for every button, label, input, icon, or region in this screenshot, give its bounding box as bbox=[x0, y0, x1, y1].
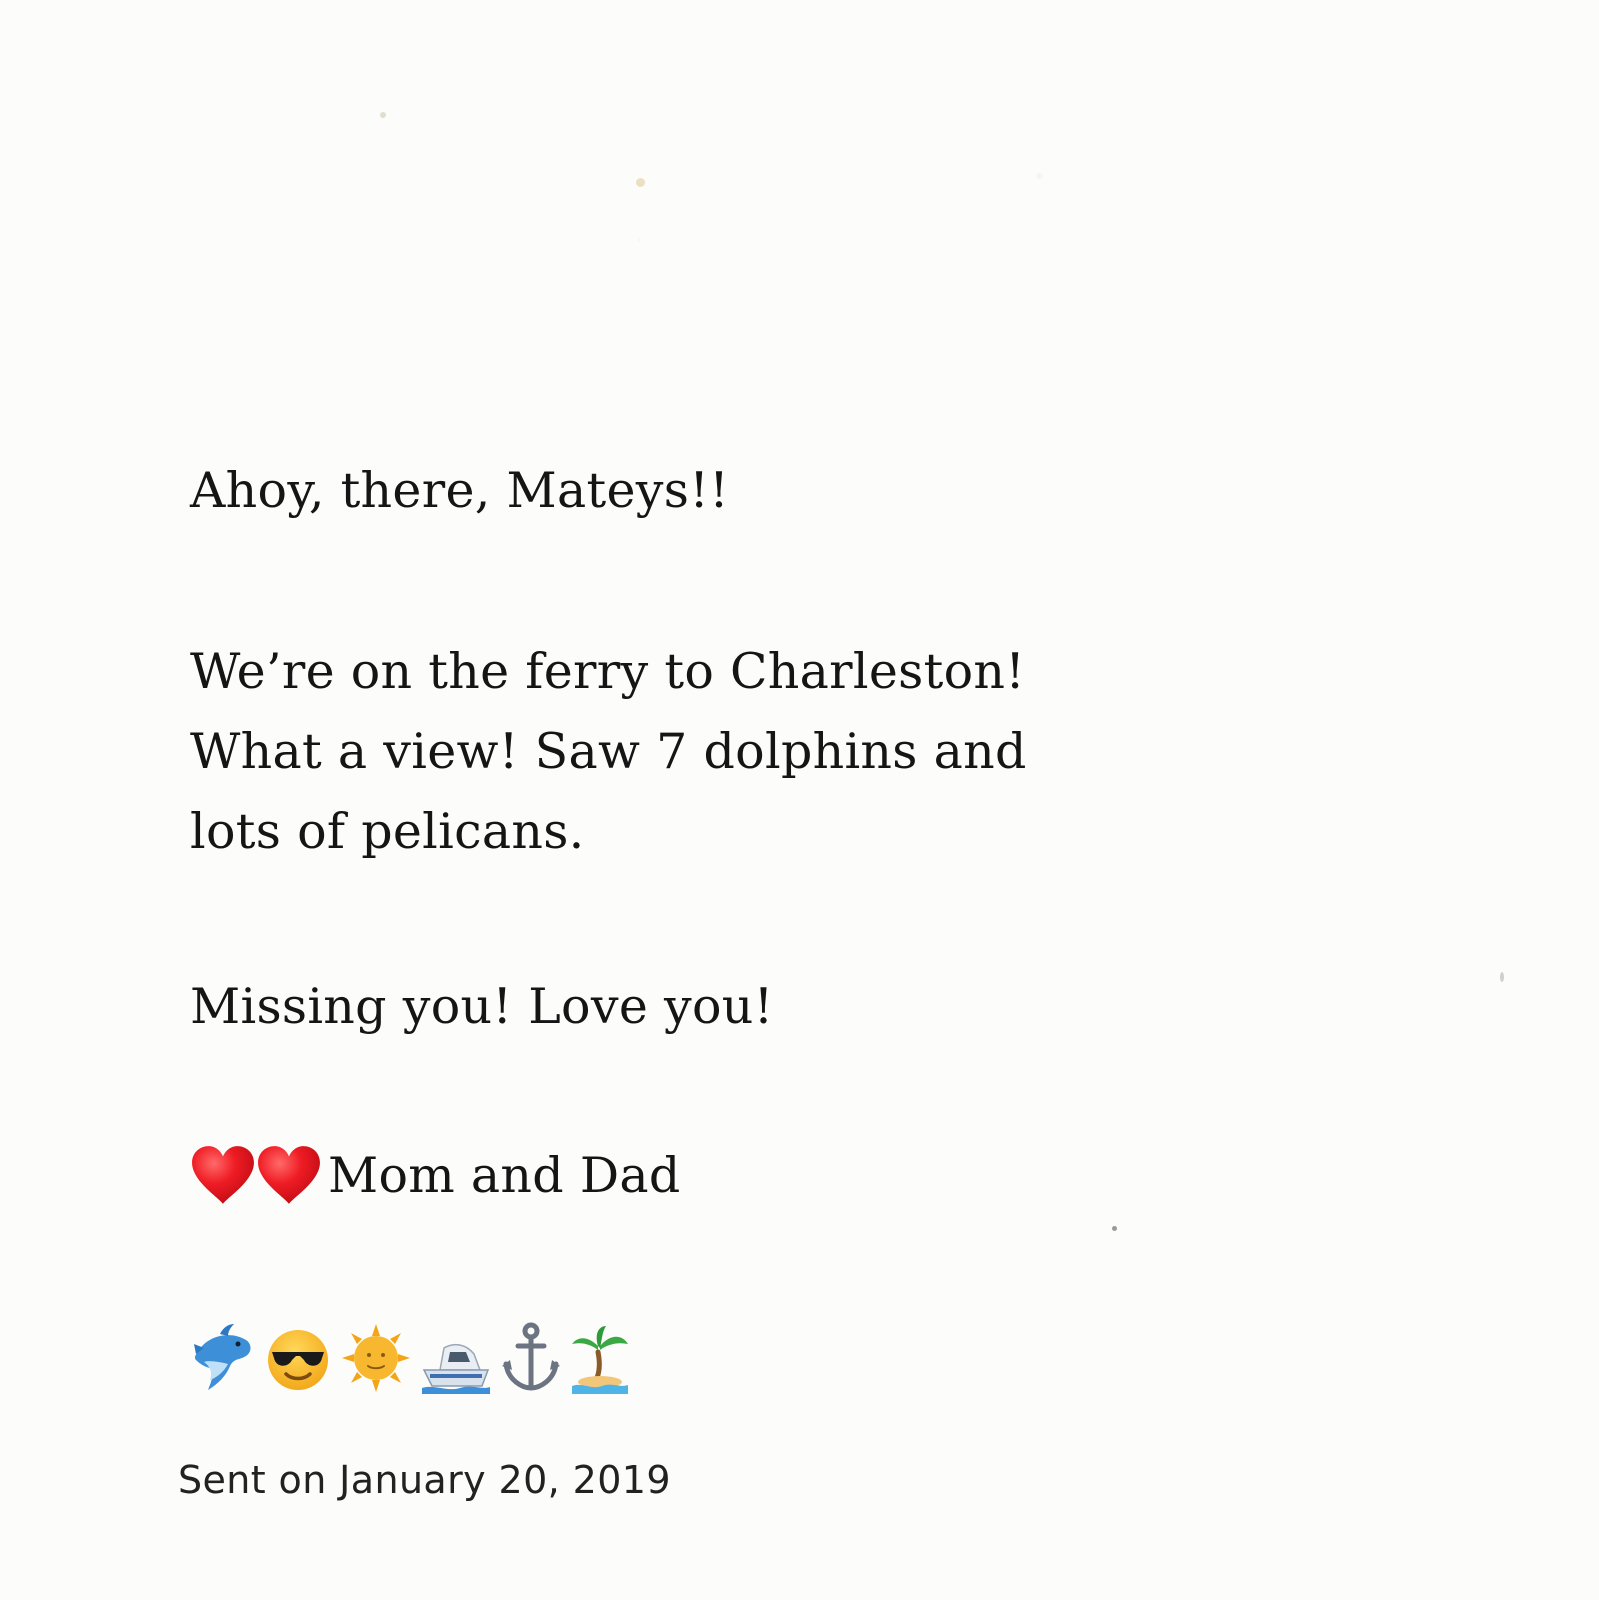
sent-date-text: Sent on January 20, 2019 bbox=[178, 1458, 671, 1502]
paper-speck bbox=[380, 112, 386, 118]
closing-text: Missing you! Love you! bbox=[190, 978, 774, 1035]
emoji-row bbox=[190, 1322, 630, 1394]
red-heart-icon bbox=[190, 1142, 256, 1208]
signature-text: Mom and Dad bbox=[328, 1146, 681, 1204]
greeting-text: Ahoy, there, Mateys!! bbox=[190, 462, 730, 519]
body-line: What a view! Saw 7 dolphins and bbox=[190, 723, 1027, 780]
paper-speck bbox=[1500, 972, 1504, 982]
desert-island-icon bbox=[570, 1322, 630, 1394]
paper-speck bbox=[1112, 1226, 1117, 1231]
red-heart-icon bbox=[256, 1142, 322, 1208]
sunglasses-face-icon bbox=[264, 1322, 332, 1394]
paper-speck bbox=[636, 178, 645, 187]
sun-face-icon bbox=[340, 1322, 412, 1394]
body-line: We’re on the ferry to Charleston! bbox=[190, 643, 1026, 700]
ship-icon bbox=[420, 1334, 492, 1394]
dolphin-icon bbox=[190, 1322, 256, 1394]
body-line: lots of pelicans. bbox=[190, 803, 585, 860]
signature bbox=[190, 1142, 681, 1208]
anchor-icon bbox=[500, 1322, 562, 1394]
